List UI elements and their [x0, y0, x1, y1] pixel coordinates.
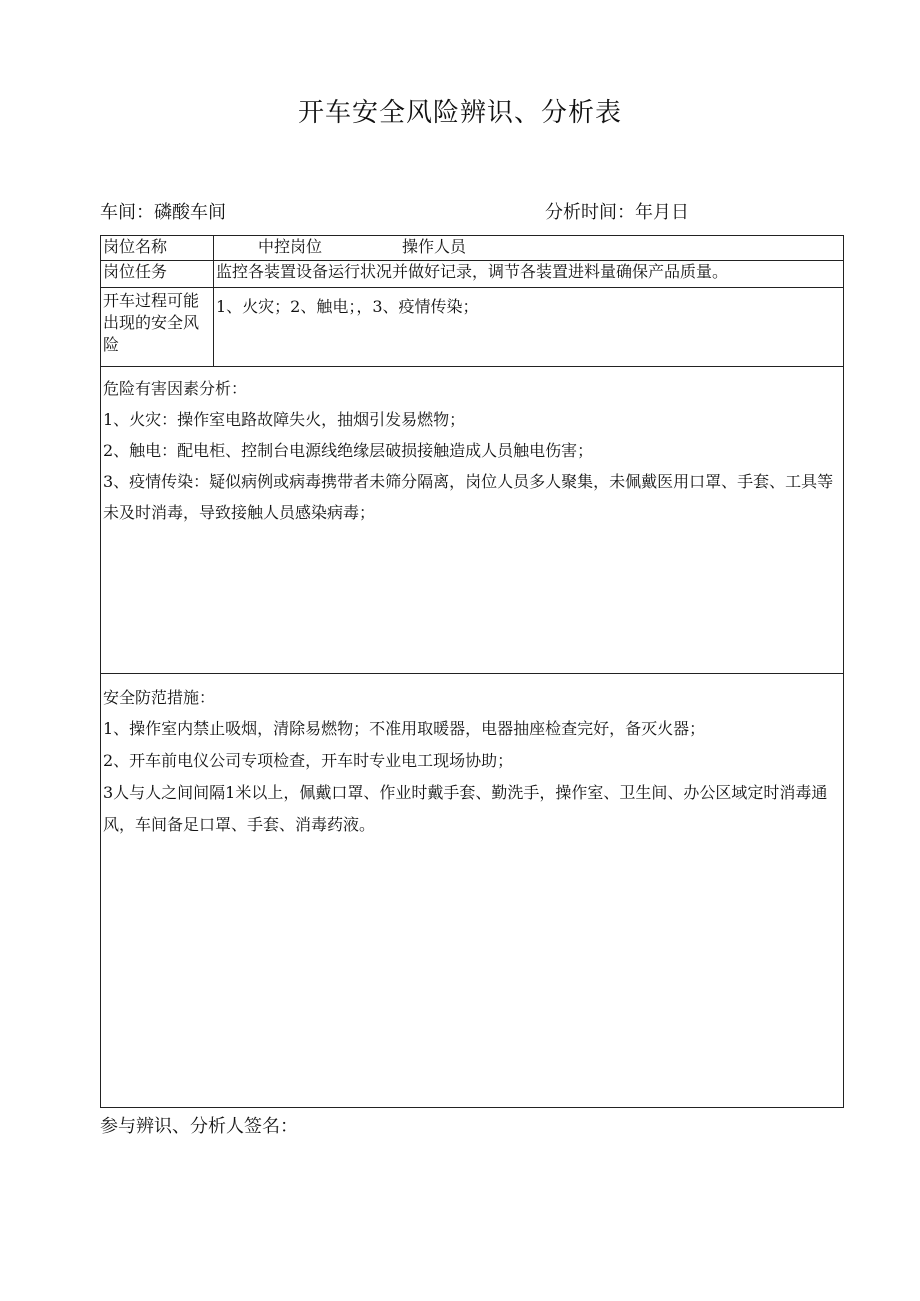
hazard-heading: 危险有害因素分析：	[103, 379, 248, 398]
measures-heading: 安全防范措施：	[103, 688, 216, 707]
analysis-time-field	[545, 198, 689, 224]
measure-item: 1、操作室内禁止吸烟，清除易燃物；不准用取暖器，电器抽座检查完好，备灭火器；	[103, 719, 706, 738]
risk-analysis-table	[100, 235, 844, 1108]
workshop-value: 磷酸车间	[154, 202, 226, 223]
measure-item: 3人与人之间间隔1米以上，佩戴口罩、作业时戴手套、勤洗手，操作室、卫生间、办公区域定时消毒通风，车间备足口罩、手套、消毒药液。	[103, 783, 828, 834]
post-name-cell	[214, 236, 844, 261]
post-task-row	[101, 261, 844, 288]
hazard-item: 2、触电：配电柜、控制台电源线绝缘层破损接触造成人员触电伤害；	[103, 441, 594, 460]
signature-label: 参与辨识、分析人签名：	[100, 1116, 298, 1137]
post-task-value: 监控各装置设备运行状况并做好记录，调节各装置进料量确保产品质量。	[214, 261, 844, 288]
post-name-value: 中控岗位	[258, 237, 323, 256]
operator-label: 操作人员	[402, 237, 467, 256]
risk-row	[101, 288, 844, 367]
safety-measures-cell	[101, 674, 844, 1108]
post-name-row	[101, 236, 844, 261]
analysis-time-label: 分析时间：	[545, 202, 635, 223]
risk-label: 开车过程可能出现的安全风险	[101, 288, 214, 367]
analysis-time-value: 年月日	[635, 202, 689, 223]
document-title: 开车安全风险辨识、分析表	[297, 98, 622, 128]
workshop-field	[100, 198, 226, 224]
hazard-item: 1、火灾：操作室电路故障失火，抽烟引发易燃物；	[103, 410, 466, 429]
hazard-analysis-cell	[101, 367, 844, 674]
risk-value: 1、火灾；2、触电；，3、疫情传染；	[214, 288, 844, 367]
post-task-label: 岗位任务	[101, 261, 214, 288]
safety-measures-row	[101, 674, 844, 1108]
hazard-item: 3、疫情传染：疑似病例或病毒携带者未筛分隔离，岗位人员多人聚集，未佩戴医用口罩、手套、工具等未及时消毒，导致接触人员感染病毒；	[103, 472, 834, 522]
workshop-label: 车间：	[100, 202, 154, 223]
post-name-label: 岗位名称	[101, 236, 214, 261]
measure-item: 2、开车前电仪公司专项检查，开车时专业电工现场协助；	[103, 751, 514, 770]
hazard-analysis-row	[101, 367, 844, 674]
